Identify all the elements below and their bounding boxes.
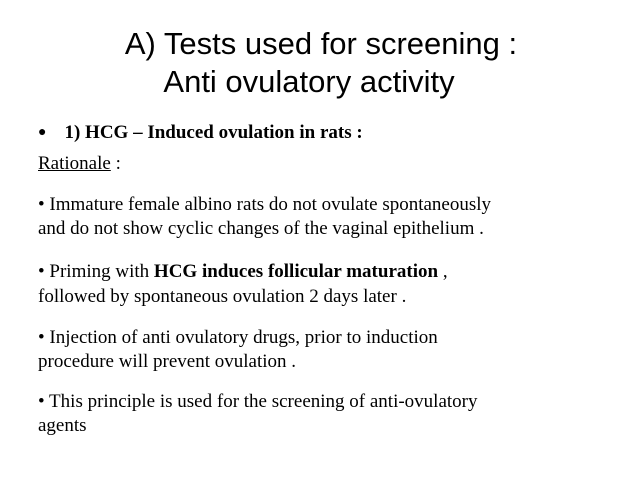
bullet-icon: ● xyxy=(38,125,47,140)
point-3-line-1: • Injection of anti ovulatory drugs, prior to induction xyxy=(38,327,438,348)
point-2-line-2: followed by spontaneous ovulation 2 days later . xyxy=(38,286,407,307)
point-2-line-1 xyxy=(38,260,448,283)
point-4-line-1: • This principle is used for the screening of anti-ovulatory xyxy=(38,391,478,412)
section-heading xyxy=(38,121,363,144)
point-1-line-2: and do not show cyclic changes of the vaginal epithelium . xyxy=(38,218,484,239)
point-4-line-2: agents xyxy=(38,415,87,436)
point-3-line-2: procedure will prevent ovulation . xyxy=(38,351,297,372)
section-heading-text: 1) HCG – Induced ovulation in rats : xyxy=(64,122,363,143)
slide-title-line-2: Anti ovulatory activity xyxy=(163,64,455,99)
point-2-prefix: • Priming with xyxy=(38,261,154,282)
rationale-label-text: Rationale xyxy=(38,153,111,174)
rationale-label xyxy=(38,152,121,175)
point-2-suffix: , xyxy=(438,261,448,282)
rationale-colon: : xyxy=(110,153,121,174)
point-1-line-1: • Immature female albino rats do not ovulate spontaneously xyxy=(38,194,492,215)
point-2-bold: HCG induces follicular maturation xyxy=(153,261,439,282)
slide-title-line-1: A) Tests used for screening : xyxy=(124,26,518,61)
